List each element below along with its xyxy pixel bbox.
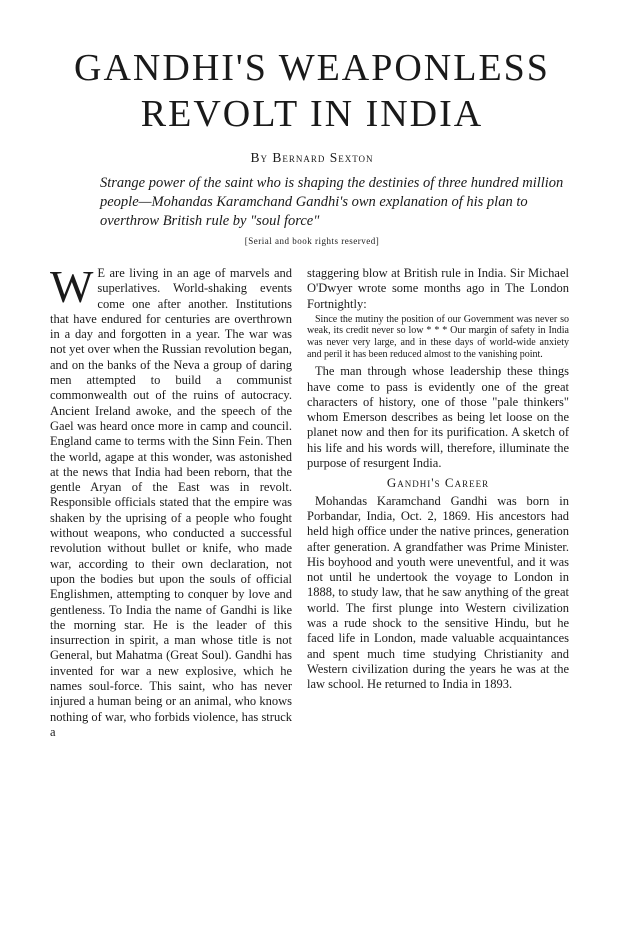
byline-author: Bernard Sexton [272,150,374,165]
byline [0,150,624,166]
paragraph-4: Mohandas Karamchand Gandhi was born in Porbandar, India, Oct. 2, 1869. His ancestors had held high office under the native princes, generation after generation. A grandfather was Prime Minister. His boyhood and youth were uneventful, and it was not until he undertook the voyage to London in 1888, to study law, that he saw anything of the great world. The first plunge into Western civilization was a rude shock to the sensitive Hindu, but he faced life in London, made valuable acquaintances and spent much time studying Christianity and Western civilization during the years he was at the law school. He returned to India in 1893. [307,493,569,692]
column-right [307,266,569,693]
deck-text: Strange power of the saint who is shaping the destinies of three hundred million people—Mohandas Karamchand Gandhi's own explanation of his plan to overthrow British rule by "soul force" [100,175,564,229]
paragraph-1 [50,261,292,740]
drop-cap: W [50,261,94,312]
byline-prefix: By [250,150,273,165]
headline-line-2: REVOLT IN INDIA [140,93,484,135]
headline-line-1: GANDHI'S WEAPONLESS [74,47,550,89]
rights-notice: [Serial and book rights reserved] [244,236,380,246]
article-deck [100,174,570,231]
paragraph-2: staggering blow at British rule in India. Sir Michael O'Dwyer wrote some months ago in The London Fortnightly: [307,266,569,311]
column-left [50,261,292,740]
block-quote: Since the mutiny the position of our Government was never so weak, its credit never so low * * * Our margin of safety in India was never very large, and in these days of world-wide anxiety and peril it has been reduced almost to the vanishing point. [307,313,569,360]
section-subhead: Gandhi's Career [386,475,490,491]
paragraph-1-text: E are living in an age of marvels and superlatives. World-shaking events come one after another. Institutions that have endured for centuries are overthrown in a day and forgotten in a year. The war was not yet over when the Russian revolution began, and on the banks of the Neva a group of daring men attempted to build a communist commonwealth out of the ruins of autocracy. Ancient Ireland awoke, and the speech of the Gael was heard once more in camp and council. England came to terms with the Sinn Fein. Then the world, agape at this wonder, was astonished at the news that India had been reborn, that the gentle Aryan of the East was in revolt. Responsible officials stated that the empire was shaken by the uprising of a people who fought without weapons, who conducted a successful revolution without bullet or knife, who made war, according to their own declaration, not upon the bodies but upon the souls of official Englishmen, attempting to conquer by love and gentleness. To India the name of Gandhi is like the morning star. He is the leader of this insurrection in spirit, a man whose title is not General, but Mahatma (Great Soul). Gandhi has invented for war a new explosive, which he names soul-force. This saint, who has never injured a human being or an animal, who knows nothing of war, who forbids violence, has struck a [50,266,292,739]
paragraph-3: The man through whose leadership these things have come to pass is evidently one of the great characters of history, one of those "pale thinkers" whom Emerson describes as being let loose on the planet now and then for its purification. A sketch of his life and his words will, therefore, illuminate the purpose of resurgent India. [307,364,569,471]
